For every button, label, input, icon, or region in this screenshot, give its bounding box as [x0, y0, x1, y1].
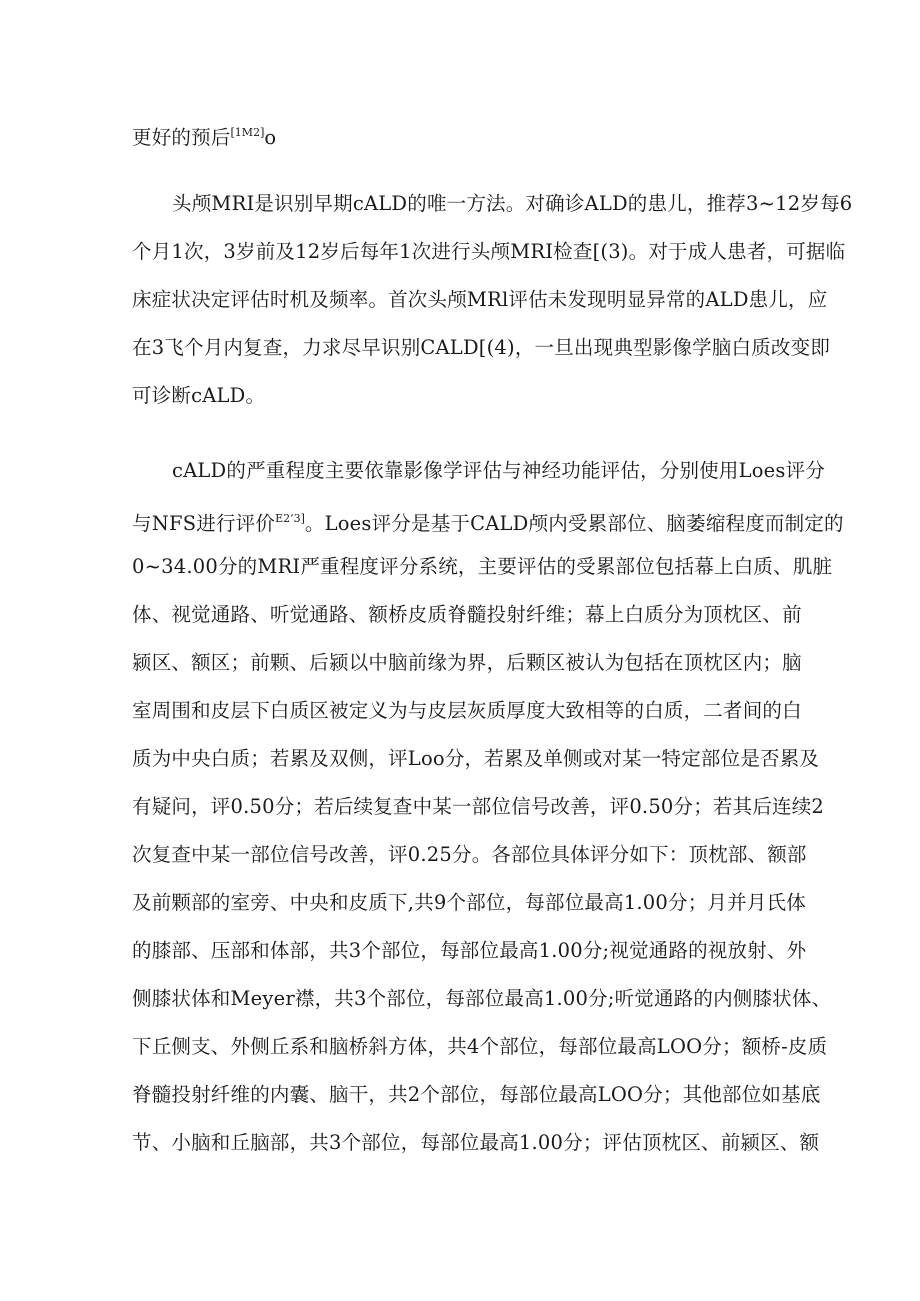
text-line: 在3飞个月内复查，力求尽早识别CALD[(4)，一旦出现典型影像学脑白质改变即 [132, 336, 831, 359]
text-line: 的膝部、压部和体部，共3个部位，每部位最高1.00分;视觉通路的视放射、外 [132, 939, 807, 962]
text-run: 更好的预后 [132, 126, 231, 149]
text-line: 节、小脑和丘脑部，共3个部位，每部位最高1.00分；评估顶枕区、前颍区、额 [132, 1131, 820, 1154]
text-run: 。Loes评分是基于CALD颅内受累部位、脑萎缩程度而制定的 [304, 512, 844, 535]
text-line: 头颅MRI是识别早期cALD的唯一方法。对确诊ALD的患儿，推荐3~12岁每6 [172, 192, 853, 215]
citation-superscript: E2’3] [275, 512, 305, 525]
text-line: 颍区、额区；前颗、后颍以中脑前缘为界，后颗区被认为包括在顶枕区内；脑 [132, 651, 802, 674]
text-line: 床症状决定评估时机及频率。首次头颅MRl评估未发现明显异常的ALD患儿，应 [132, 288, 828, 311]
text-line: 侧膝状体和Meyer襟，共3个部位，每部位最高1.00分;听觉通路的内侧膝状体、 [132, 987, 832, 1010]
text-line [132, 507, 844, 536]
text-line: 可诊断cALD。 [132, 384, 266, 407]
text-line: 0~34.00分的MRI严重程度评分系统，主要评估的受累部位包括幕上白质、肌脏 [132, 555, 833, 578]
text-line: 下丘侧支、外侧丘系和脑桥斜方体，共4个部位，每部位最高LOO分；额桥-皮质 [132, 1035, 828, 1058]
text-line: cALD的严重程度主要依靠影像学评估与神经功能评估，分别使用Loes评分 [172, 459, 826, 482]
text-line: 质为中央白质；若累及双侧，评Loo分，若累及单侧或对某一特定部位是否累及 [132, 747, 820, 770]
text-line: 有疑问，评0.50分；若后续复查中某一部位信号改善，评0.50分；若其后连续2 [132, 795, 825, 818]
text-line [132, 121, 276, 150]
citation-superscript: [1M2] [230, 126, 265, 139]
text-line: 室周围和皮层下白质区被定义为与皮层灰质厚度大致相等的白质，二者间的白 [132, 699, 802, 722]
text-line: 脊髓投射纤维的内囊、脑干，共2个部位，每部位最高LOO分；其他部位如基底 [132, 1083, 821, 1106]
text-line: 及前颗部的室旁、中央和皮质下,共9个部位，每部位最高1.00分；月并月氏体 [132, 891, 806, 914]
text-run: o [264, 126, 277, 149]
text-run: 与NFS进行评价 [132, 512, 276, 535]
text-line: 次复查中某一部位信号改善，评0.25分。各部位具体评分如下：顶枕部、额部 [132, 843, 807, 866]
text-line: 体、视觉通路、听觉通路、额桥皮质脊髓投射纤维；幕上白质分为顶枕区、前 [132, 603, 802, 626]
text-line: 个月1次，3岁前及12岁后每年1次进行头颅MRI检查[(3)。对于成人患者，可据临 [132, 240, 846, 263]
